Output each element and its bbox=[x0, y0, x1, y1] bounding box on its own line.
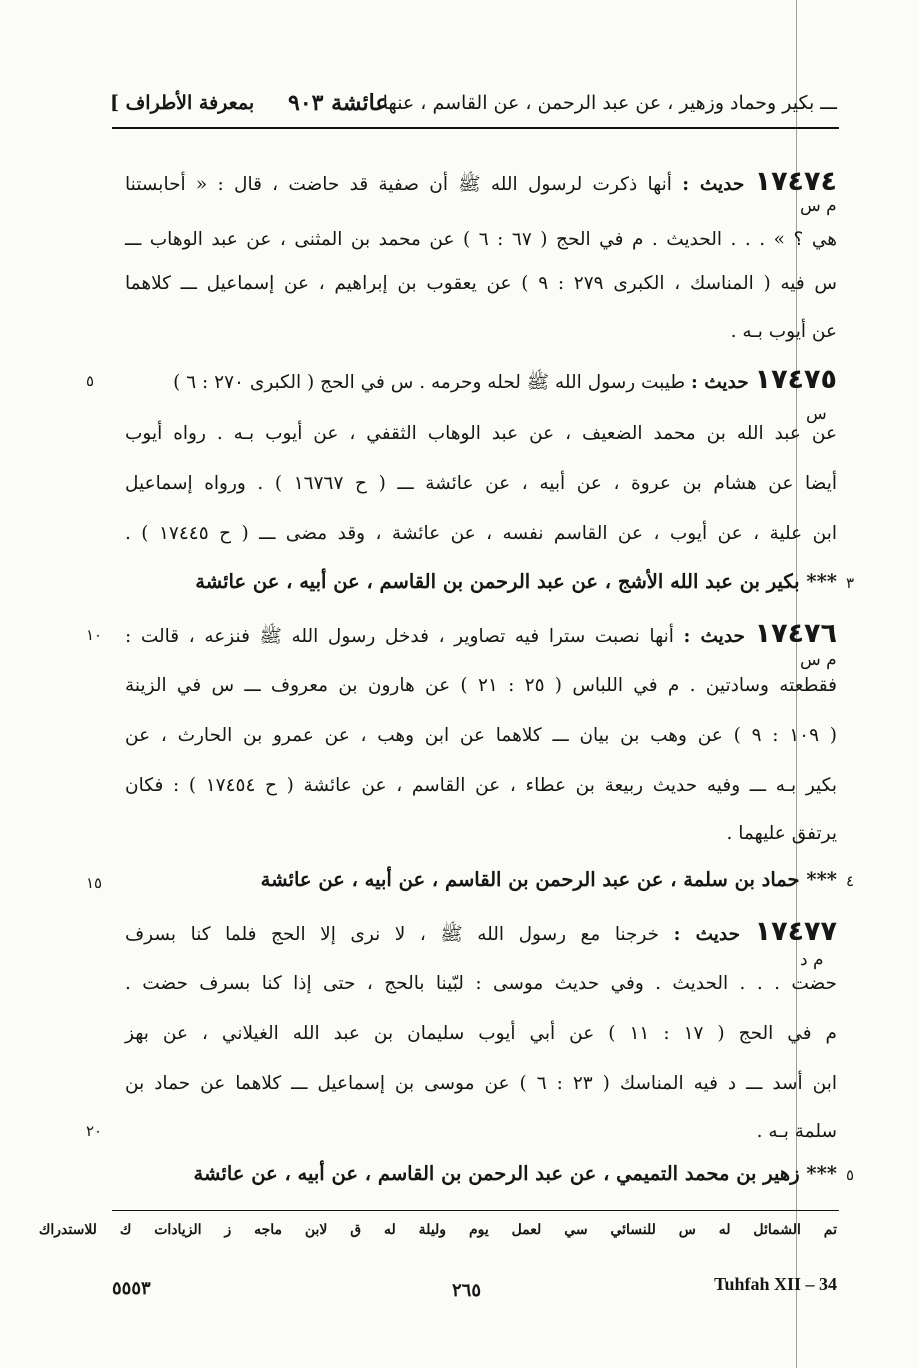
footer-rule bbox=[112, 1210, 839, 1211]
header-right-text: ـــ بكير وحماد وزهير ، عن عبد الرحمن ، عن القاسم ، عنها bbox=[382, 92, 837, 114]
running-header bbox=[110, 86, 837, 126]
entry-line: ابن أسد ـــ د فيه المناسك ( ٢٣ : ٦ ) عن موسى بن إسماعيل ـــ كلاهما عن حماد بن bbox=[125, 1073, 837, 1094]
serial-number: ٥٥٥٣ bbox=[112, 1278, 151, 1299]
sigla-legend: تم الشمائل له س للنسائي سي لعمل يوم وليلة له ق لابن ماجه ز الزيادات ك للاستدراك bbox=[38, 1222, 837, 1238]
margin-line-number: ٥ bbox=[86, 372, 95, 390]
entry-line: عن أيوب بـه . bbox=[730, 321, 837, 342]
hadith-keyword: حديث : bbox=[683, 626, 745, 647]
entry-line: ١٧٤٧٥ حديث : طيبت رسول الله ﷺ لحله وحرمه . س في الحج ( الكبرى ٢٧٠ : ٦ ) bbox=[173, 364, 837, 395]
page-number: ٢٦٥ bbox=[452, 1280, 482, 1301]
entry-line: ابن علية ، عن أيوب ، عن القاسم نفسه ، عن عائشة ، وقد مضى ـــ ( ح ١٧٤٤٥ ) . bbox=[125, 523, 838, 544]
chain-marker: ٤ bbox=[846, 872, 855, 890]
chain-marker: ٣ bbox=[846, 574, 855, 592]
entry-line: سلمة بـه . bbox=[756, 1121, 837, 1142]
isnad-chain-heading: *** زهير بن محمد التميمي ، عن عبد الرحمن بن القاسم ، عن أبيه ، عن عائشة bbox=[193, 1162, 837, 1185]
source-sigla: م د bbox=[800, 950, 824, 970]
entry-line: بكير بـه ـــ وفيه حديث ربيعة بن عطاء ، عن القاسم ، عن عائشة ( ح ١٧٤٥٤ ) : فكان bbox=[125, 775, 837, 796]
margin-line-number: ١٠ bbox=[86, 626, 103, 644]
entry-line: م في الحج ( ١٧ : ١١ ) عن أبي أيوب سليمان بن عبد الله الغيلاني ، عن بهز bbox=[125, 1023, 837, 1044]
isnad-chain-heading: *** بكير بن عبد الله الأشج ، عن عبد الرحمن بن القاسم ، عن أبيه ، عن عائشة bbox=[195, 570, 837, 593]
hadith-number: ١٧٤٧٥ bbox=[754, 364, 837, 395]
volume-label: Tuhfah XII – 34 bbox=[714, 1274, 837, 1294]
source-sigla: م س bbox=[800, 196, 837, 216]
margin-line-number: ٢٠ bbox=[86, 1122, 103, 1140]
entry-line: ١٧٤٧٧ حديث : خرجنا مع رسول الله ﷺ ، لا نرى إلا الحج فلما كنا بسرف bbox=[125, 916, 838, 947]
hadith-keyword: حديث : bbox=[690, 372, 749, 393]
entry-line: هي ؟ » . . . الحديث . م في الحج ( ٦٧ : ٦ ) عن محمد بن المثنى ، عن عبد الوهاب ـــ bbox=[125, 229, 837, 250]
isnad-chain-heading: *** حماد بن سلمة ، عن عبد الرحمن بن القاسم ، عن أبيه ، عن عائشة bbox=[260, 868, 837, 891]
hadith-number: ١٧٤٧٦ bbox=[754, 618, 838, 649]
header-left-text: بمعرفة الأطراف ] bbox=[110, 92, 255, 114]
hadith-number: ١٧٤٧٧ bbox=[754, 916, 838, 947]
entry-line: ( ١٠٩ : ٩ ) عن وهب بن بيان ـــ كلاهما عن ابن وهب ، عن عمرو بن الحارث ، عن bbox=[125, 725, 838, 746]
entry-line: ١٧٤٧٤ حديث : أنها ذكرت لرسول الله ﷺ أن صفية قد حاضت ، قال : « أحابستنا bbox=[125, 166, 837, 197]
chain-marker: ٥ bbox=[846, 1166, 855, 1184]
entry-line: فقطعته وسادتين . م في اللباس ( ٢٥ : ٢١ ) عن هارون بن معروف ـــ س في الزينة bbox=[125, 675, 837, 696]
header-section-title: عائشة ٩٠٣ bbox=[288, 90, 389, 116]
entry-line: يرتفق عليهما . bbox=[726, 823, 837, 844]
source-sigla: س bbox=[806, 404, 827, 424]
source-sigla: م س bbox=[800, 650, 837, 670]
entry-line: أيضا عن هشام بن عروة ، عن أبيه ، عن عائشة ـــ ( ح ١٦٧٦٧ ) . ورواه إسماعيل bbox=[125, 473, 837, 494]
entry-line: ١٧٤٧٦ حديث : أنها نصبت سترا فيه تصاوير ، فدخل رسول الله ﷺ فنزعه ، قالت : bbox=[125, 618, 838, 649]
hadith-keyword: حديث : bbox=[673, 924, 741, 945]
hadith-number: ١٧٤٧٤ bbox=[754, 166, 837, 197]
margin-line-number: ١٥ bbox=[86, 874, 103, 892]
entry-line: عن عبد الله بن محمد الضعيف ، عن عبد الوهاب الثقفي ، عن أيوب بـه . رواه أيوب bbox=[125, 423, 837, 444]
entry-line: س فيه ( المناسك ، الكبرى ٢٧٩ : ٩ ) عن يعقوب بن إبراهيم ، عن إسماعيل ـــ كلاهما bbox=[125, 273, 837, 294]
hadith-keyword: حديث : bbox=[682, 174, 745, 195]
header-rule bbox=[112, 127, 839, 129]
entry-line: حضت . . . الحديث . وفي حديث موسى : لبّينا بالحج ، حتى إذا كنا بسرف حضت . bbox=[125, 973, 837, 994]
